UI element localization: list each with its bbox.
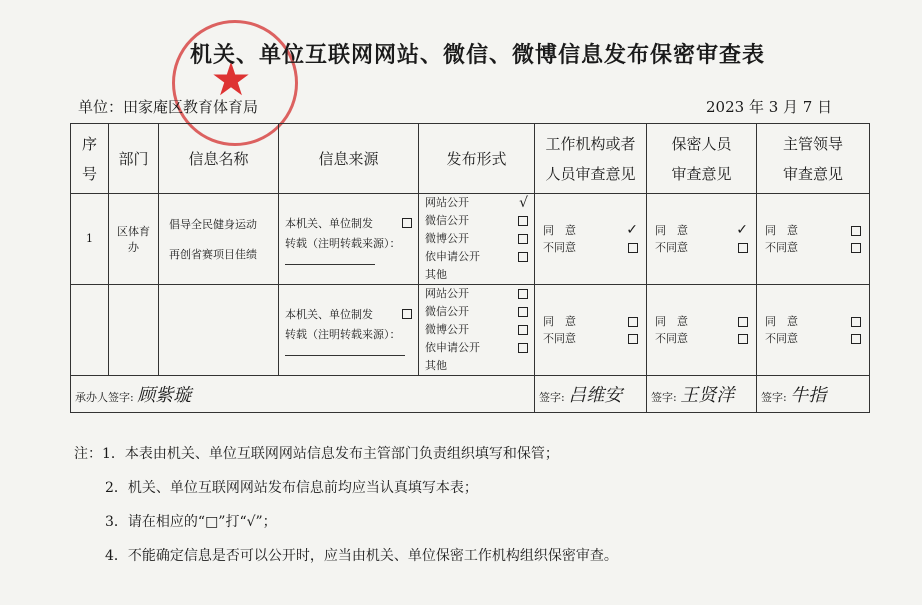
dept-header: 部门 [109,124,159,194]
checkbox[interactable] [851,243,861,253]
handwritten-signature: 吕维安 [568,385,623,406]
checkbox[interactable] [518,234,528,244]
signature-row [71,376,870,413]
reviewer-3-header: 主管领导 审查意见 [757,124,870,194]
header-row [71,124,870,194]
checkbox[interactable] [738,317,748,327]
notes [74,437,618,573]
reviewer-1-header: 工作机构或者 人员审查意见 [535,124,647,194]
reviewer-2-signature: 签字: 王贤洋 [647,376,757,413]
reviewer-1-opinion: 同 意 不同意 [535,285,647,376]
checkbox[interactable] [518,307,528,317]
handwritten-signature: 牛指 [790,385,827,406]
unit-label: 单位：田家庵区教育体育局 [78,98,259,116]
checkbox[interactable] [738,334,748,344]
form-title: 机关、单位互联网网站、微信、微博信息发布保密审查表 [190,42,766,68]
note-2: 2．机关、单位互联网网站发布信息前均应当认真填写本表； [105,480,478,496]
note-1: 注：1．本表由机关、单位互联网网站信息发布主管部门负责组织填写和保管； [74,446,559,462]
reviewer-2-header: 保密人员 审查意见 [647,124,757,194]
reviewer-2-opinion: 同 意 ✓ 不同意 [647,194,757,285]
reviewer-2-opinion: 同 意 不同意 [647,285,757,376]
checkmark-icon: ✓ [626,222,638,238]
date-label: 2023 年 3 月 7 日 [706,98,833,116]
checkmark-icon: ✓ [736,222,748,238]
handwritten-signature: 顾紫璇 [137,385,192,406]
seq-header: 序 号 [71,124,109,194]
checkbox[interactable] [518,325,528,335]
checkbox[interactable] [851,317,861,327]
row-dept: 区体育办 [109,194,159,285]
checkbox[interactable] [402,309,412,319]
row-source: 本机关、单位制发 转载（注明转载来源）： [279,285,419,376]
table-row [71,285,870,376]
seal-star-icon: ★ [210,52,252,106]
row-pub-form: 网站公开 √ 微信公开 微博公开 依申请公开 其他 [419,194,535,285]
row-source: 本机关、单位制发 转载（注明转载来源）： [279,194,419,285]
checkbox[interactable] [851,334,861,344]
checkbox[interactable] [628,243,638,253]
checkbox[interactable] [518,216,528,226]
note-4: 4．不能确定信息是否可以公开时，应当由机关、单位保密工作机构组织保密审查。 [105,548,618,564]
reviewer-3-opinion: 同 意 不同意 [757,194,870,285]
checkmark-icon: √ [519,195,528,211]
checkbox[interactable] [518,252,528,262]
table-row [71,194,870,285]
row-seq: 1 [71,194,109,285]
reviewer-3-signature: 签字: 牛指 [757,376,870,413]
row-info-name: 倡导全民健身运动 再创省赛项目佳绩 [159,194,279,285]
reviewer-1-opinion: 同 意 ✓ 不同意 [535,194,647,285]
reviewer-1-signature: 签字: 吕维安 [535,376,647,413]
checkbox[interactable] [402,218,412,228]
reviewer-3-opinion: 同 意 不同意 [757,285,870,376]
checkbox[interactable] [851,226,861,236]
checkbox[interactable] [518,343,528,353]
checkbox[interactable] [628,317,638,327]
checkbox[interactable] [628,334,638,344]
pub-form-header: 发布形式 [419,124,535,194]
note-3: 3．请在相应的“□”打“√”； [105,514,277,530]
info-source-header: 信息来源 [279,124,419,194]
handler-signature: 承办人签字: 顾紫璇 [71,376,535,413]
info-name-header: 信息名称 [159,124,279,194]
row-pub-form: 网站公开 微信公开 微博公开 依申请公开 其他 [419,285,535,376]
handwritten-signature: 王贤洋 [680,385,735,406]
review-table [70,123,870,413]
checkbox[interactable] [518,289,528,299]
checkbox[interactable] [738,243,748,253]
